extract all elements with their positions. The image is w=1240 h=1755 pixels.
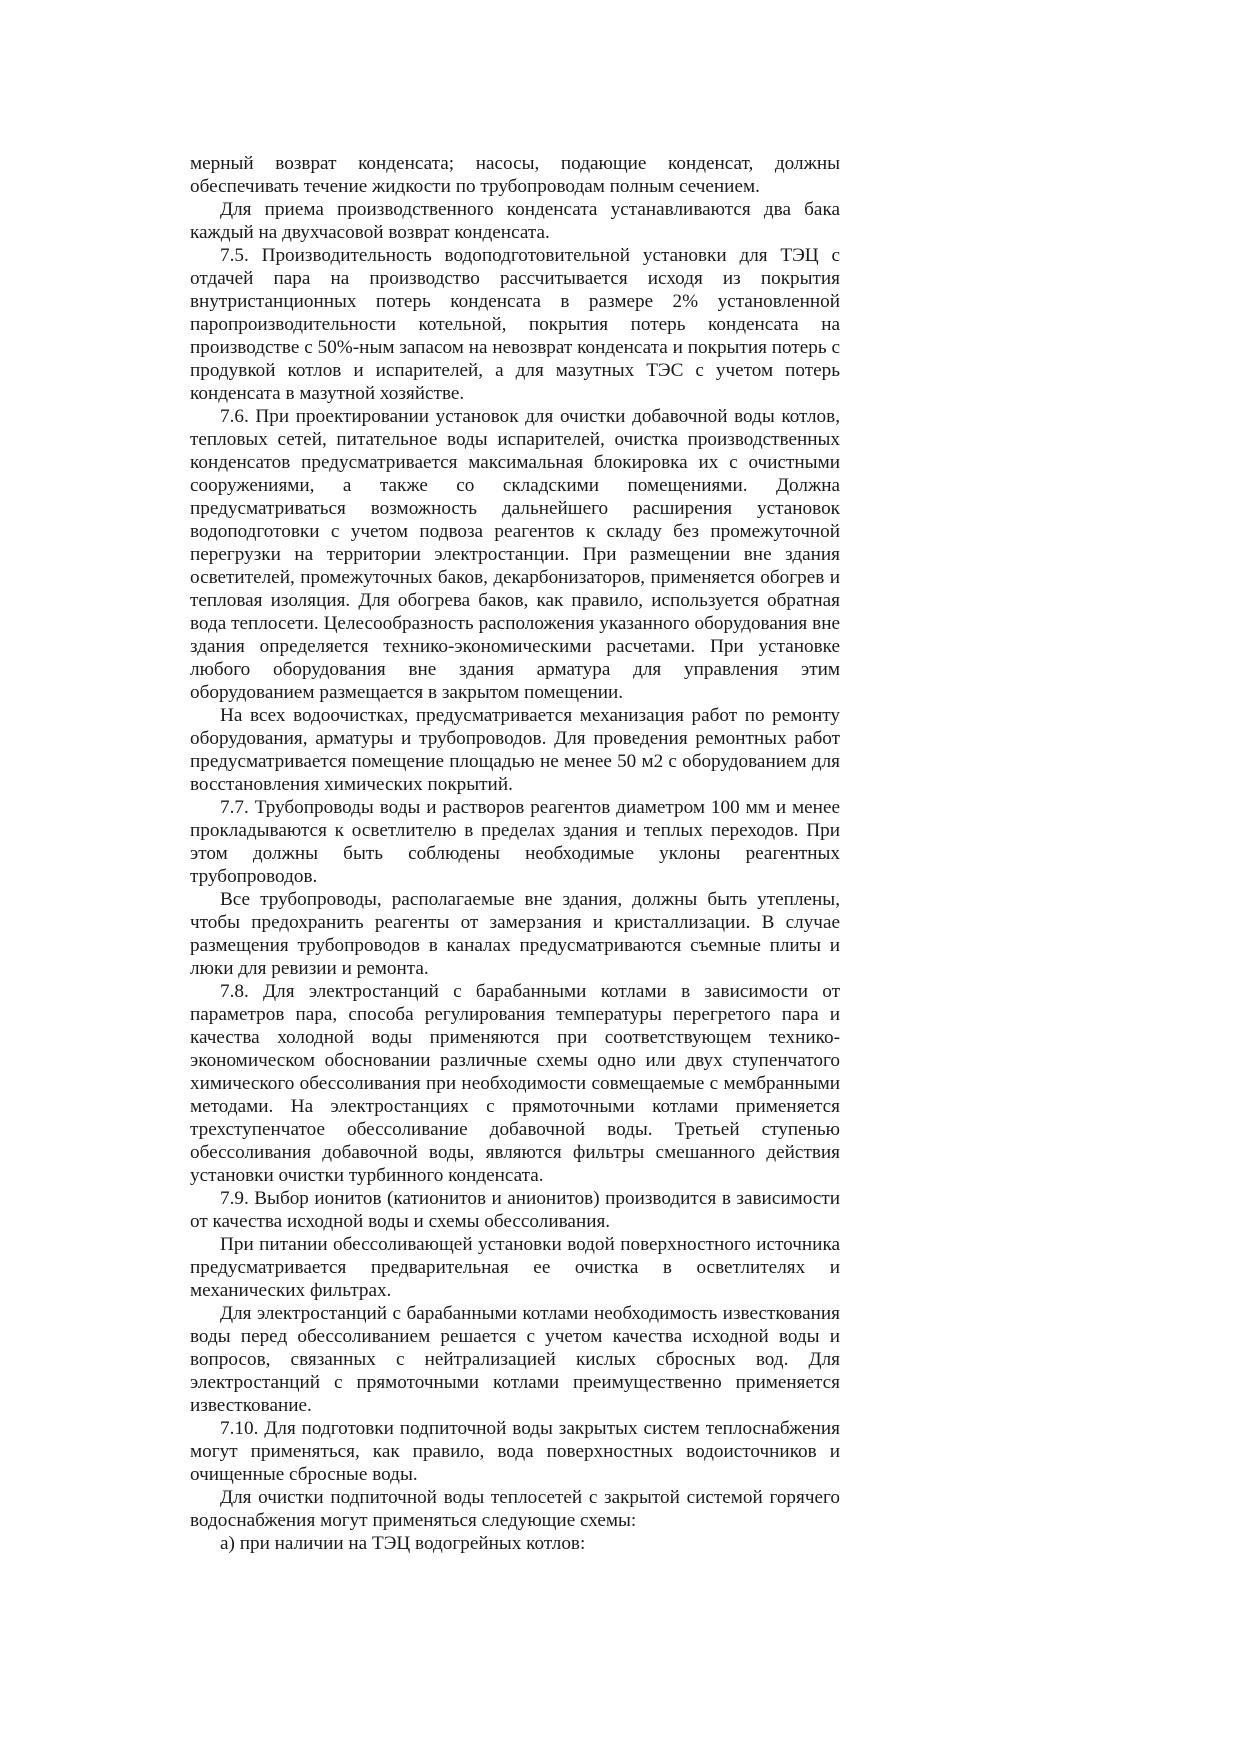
- paragraph-item-a: а) при наличии на ТЭЦ водогрейных котлов:: [220, 1533, 586, 1554]
- paragraph-7-5: 7.5. Производительность водоподготовительной установки для ТЭЦ с отдачей пара на производство рассчитывается исходя из покрытия внутристанционных потерь конденсата в размере 2% установленной паропроизводительности котельной, покрытия потерь конденсата на производстве с 50%-ным запасом на невозврат конденсата и покрытия потерь с продувкой котлов и испарителей, а для мазутных ТЭС с учетом потерь конденсата в мазутной хозяйстве.: [190, 245, 840, 404]
- paragraph-7-9: 7.9. Выбор ионитов (катионитов и анионитов) производится в зависимости от качества исходной воды и схемы обессоливания.: [190, 1188, 840, 1232]
- paragraph-repair-mechanization: На всех водоочистках, предусматривается механизация работ по ремонту оборудования, арматуры и трубопроводов. Для проведения ремонтных работ предусматривается помещение площадью не менее 50 м2 с оборудованием для восстановления химических покрытий.: [190, 705, 840, 795]
- paragraph-7-10: 7.10. Для подготовки подпиточной воды закрытых систем теплоснабжения могут применяться, как правило, вода поверхностных водоисточников и очищенные сбросные воды.: [190, 1418, 840, 1485]
- paragraph-7-7: 7.7. Трубопроводы воды и растворов реагентов диаметром 100 мм и менее прокладываются к осветлителю в пределах здания и теплых переходов. При этом должны быть соблюдены необходимые уклоны реагентных трубопроводов.: [190, 797, 840, 887]
- paragraph-makeup-schemes: Для очистки подпиточной воды теплосетей с закрытой системой горячего водоснабжения могут применяться следующие схемы:: [190, 1487, 840, 1531]
- paragraph-liming: Для электростанций с барабанными котлами необходимость известкования воды перед обессоливанием решается с учетом качества исходной воды и вопросов, связанных с нейтрализацией кислых сбросных вод. Для электростанций с прямоточными котлами преимущественно применяется известкование.: [190, 1303, 840, 1416]
- document-page: [190, 152, 840, 1555]
- paragraph-pipeline-insulation: Все трубопроводы, располагаемые вне здания, должны быть утеплены, чтобы предохранить реагенты от замерзания и кристаллизации. В случае размещения трубопроводов в каналах предусматриваются съемные плиты и люки для ревизии и ремонта.: [190, 889, 840, 979]
- paragraph-condensate-return: мерный возврат конденсата; насосы, подающие конденсат, должны обеспечивать течение жидкости по трубопроводам полным сечением.: [190, 153, 840, 197]
- paragraph-7-8: 7.8. Для электростанций с барабанными котлами в зависимости от параметров пара, способа регулирования температуры перегретого пара и качества холодной воды применяются при соответствующем технико-экономическом обосновании различные схемы одно или двух ступенчатого химического обессоливания при необходимости совмещаемые с мембранными методами. На электростанциях с прямоточными котлами применяется трехступенчатое обессоливание добавочной воды. Третьей ступенью обессоливания добавочной воды, являются фильтры смешанного действия установки очистки турбинного конденсата.: [190, 981, 840, 1186]
- paragraph-condensate-tanks: Для приема производственного конденсата устанавливаются два бака каждый на двухчасовой возврат конденсата.: [190, 199, 840, 243]
- paragraph-surface-source: При питании обессоливающей установки водой поверхностного источника предусматривается предварительная ее очистка в осветлителях и механических фильтрах.: [190, 1234, 840, 1301]
- paragraph-7-6: 7.6. При проектировании установок для очистки добавочной воды котлов, тепловых сетей, питательное воды испарителей, очистка производственных конденсатов предусматривается максимальная блокировка их с очистными сооружениями, а также со складскими помещениями. Должна предусматриваться возможность дальнейшего расширения установок водоподготовки с учетом подвоза реагентов к складу без промежуточной перегрузки на территории электростанции. При размещении вне здания осветителей, промежуточных баков, декарбонизаторов, применяется обогрев и тепловая изоляция. Для обогрева баков, как правило, используется обратная вода теплосети. Целесообразность расположения указанного оборудования вне здания определяется технико-экономическими расчетами. При установке любого оборудования вне здания арматура для управления этим оборудованием размещается в закрытом помещении.: [190, 406, 840, 703]
